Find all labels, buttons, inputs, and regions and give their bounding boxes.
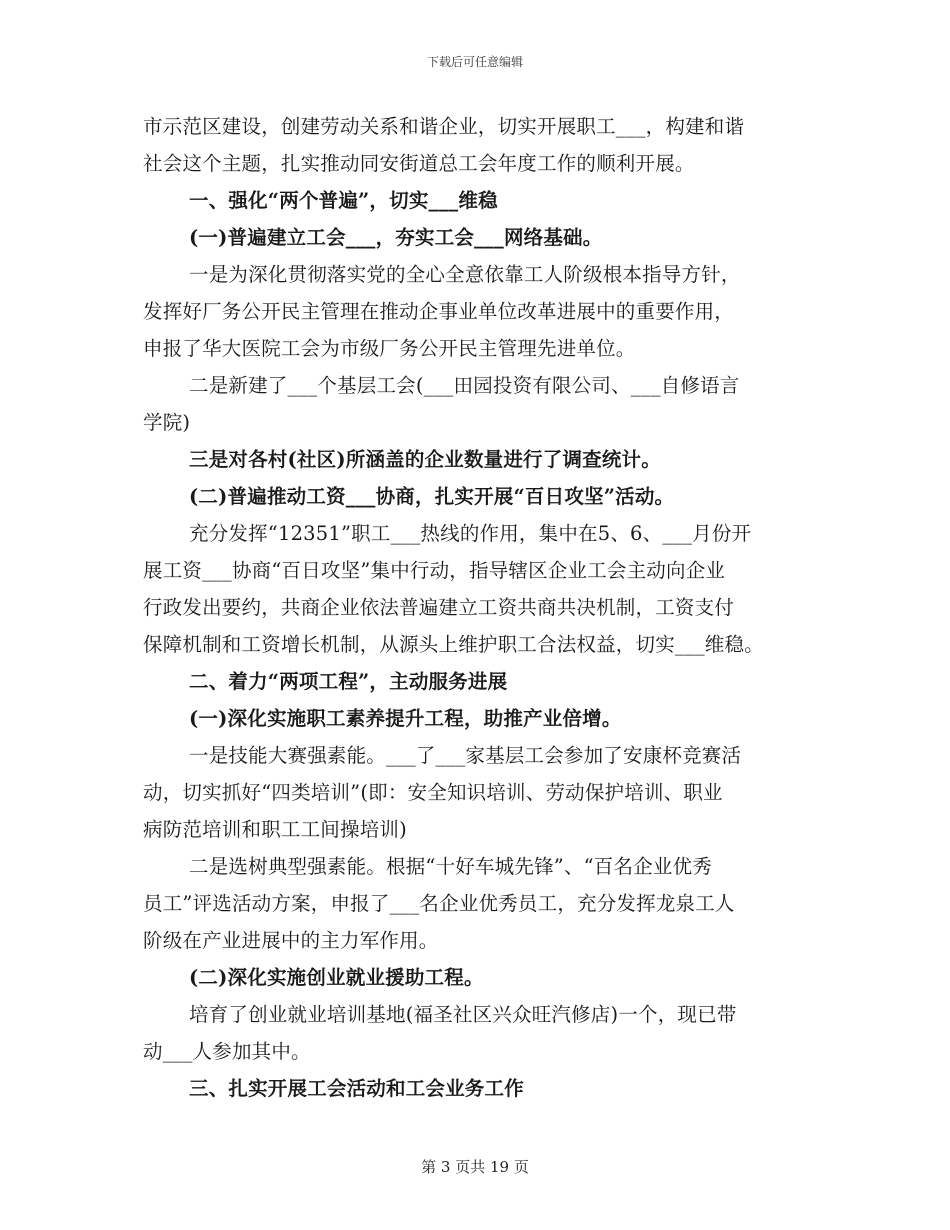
- page-footer: 第 3 页共 19 页: [421, 1158, 529, 1176]
- section-heading: 二、着力“两项工程”，主动服务进展: [189, 670, 508, 693]
- text-line: 一是为深化贯彻落实党的全心全意依靠工人阶级根本指导方针，: [189, 263, 741, 286]
- text-line: 病防范培训和职工工间操培训): [143, 818, 407, 841]
- text-line: 行政发出要约，共商企业依法普遍建立工资共商共决机制，工资支付: [143, 596, 735, 619]
- text-line: 培育了创业就业培训基地(福圣社区兴众旺汽修店)一个，现已带: [189, 1003, 737, 1026]
- subsection-heading: (二)普遍推动工资___协商，扎实开展“百日攻坚”活动。: [189, 485, 675, 508]
- text-line: 动___人参加其中。: [143, 1040, 311, 1063]
- section-heading: 一、强化“两个普遍”，切实___维稳: [189, 189, 498, 212]
- text-line: 发挥好厂务公开民主管理在推动企事业单位改革进展中的重要作用，: [143, 300, 735, 323]
- text-line: 一是技能大赛强素能。___了___家基层工会参加了安康杯竞赛活: [189, 744, 742, 767]
- subsection-heading: (一)普遍建立工会___，夯实工会___网络基础。: [189, 226, 603, 249]
- text-line: 充分发挥“12351”职工___热线的作用，集中在5、6、___月份开: [189, 522, 752, 545]
- text-line: 社会这个主题，扎实推动同安街道总工会年度工作的顺利开展。: [143, 152, 695, 175]
- bold-paragraph: 三是对各村(社区)所涵盖的企业数量进行了调查统计。: [189, 448, 661, 471]
- text-line: 展工资___协商“百日攻坚”集中行动，指导辖区企业工会主动向企业: [143, 559, 726, 582]
- section-heading: 三、扎实开展工会活动和工会业务工作: [189, 1077, 524, 1100]
- text-line: 动，切实抓好“四类培训”(即：安全知识培训、劳动保护培训、职业: [143, 781, 723, 804]
- subsection-heading: (一)深化实施职工素养提升工程，助推产业倍增。: [189, 707, 622, 730]
- page-header: 下载后可任意编辑: [426, 55, 523, 69]
- document-body: [143, 108, 823, 1107]
- text-line: 阶级在产业进展中的主力军作用。: [143, 929, 439, 952]
- text-line: 申报了华大医院工会为市级厂务公开民主管理先进单位。: [143, 337, 636, 360]
- text-line: 市示范区建设，创建劳动关系和谐企业，切实开展职工___，构建和谐: [143, 115, 745, 138]
- text-line: 员工”评选活动方案，申报了___名企业优秀员工，充分发挥龙泉工人: [143, 892, 735, 915]
- text-line: 学院): [143, 411, 191, 434]
- text-line: 保障机制和工资增长机制，从源头上维护职工合法权益，切实___维稳。: [143, 633, 764, 656]
- text-line: 二是新建了___个基层工会(___田园投资有限公司、___自修语言: [189, 374, 740, 397]
- text-line: 二是选树典型强素能。根据“十好车城先锋”、“百名企业优秀: [189, 855, 713, 878]
- subsection-heading: (二)深化实施创业就业援助工程。: [189, 966, 484, 989]
